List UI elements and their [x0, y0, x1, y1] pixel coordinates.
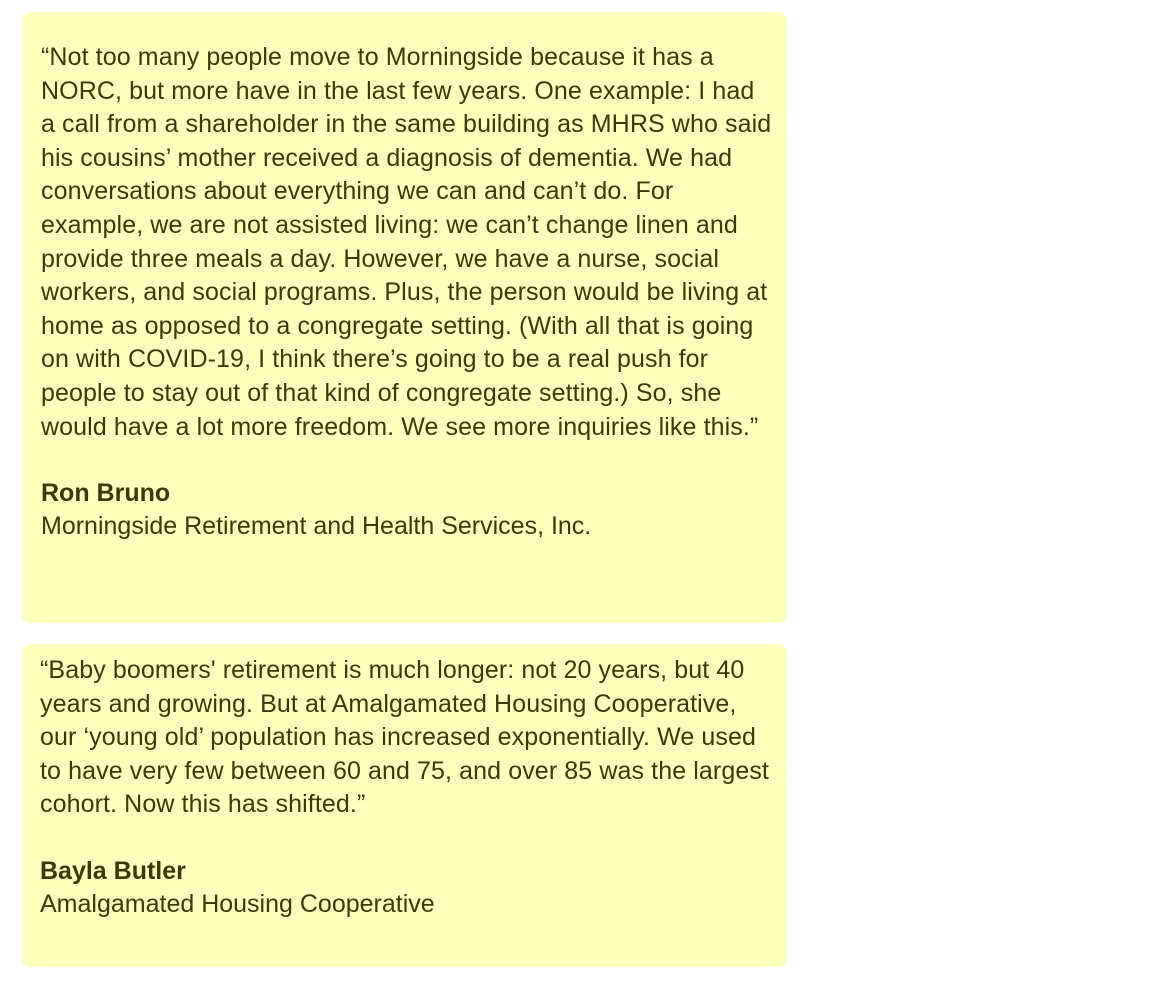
quote-author-name: Bayla Butler — [40, 856, 186, 885]
quote-author-name: Ron Bruno — [41, 479, 171, 508]
quote-text: “Not too many people move to Morningside because it has a NORC, but more have in the last few years. One example: I had a call from a shareholder in the same building as MHRS who said his cousins’ mother received a diagnosis of dementia. We had conversations about everything we can and can’t do. For example, we are not assisted living: we can’t change linen and provide three meals a day. However, we have a nurse, social workers, and social programs. Plus, the person would be living at home as opposed to a congregate setting. (With all that is going on with COVID-19, I think there’s going to be a real push for people to stay out of that kind of congregate setting.) So, she would have a lot more freedom. We see more inquiries like this.” — [41, 43, 772, 441]
quote-author-organization: Amalgamated Housing Cooperative — [40, 889, 435, 918]
quote-text: “Baby boomers' retirement is much longer: not 20 years, but 40 years and growing. But at Amalgamated Housing Cooperative, our ‘young old’ population has increased exponentially. We used to have very few between 60 and 75, and over 85 was the largest cohort. Now this has shifted.” — [40, 656, 769, 819]
quote-card — [22, 644, 786, 967]
quote-author-organization: Morningside Retirement and Health Services, Inc. — [41, 512, 592, 541]
quote-card — [22, 12, 786, 623]
